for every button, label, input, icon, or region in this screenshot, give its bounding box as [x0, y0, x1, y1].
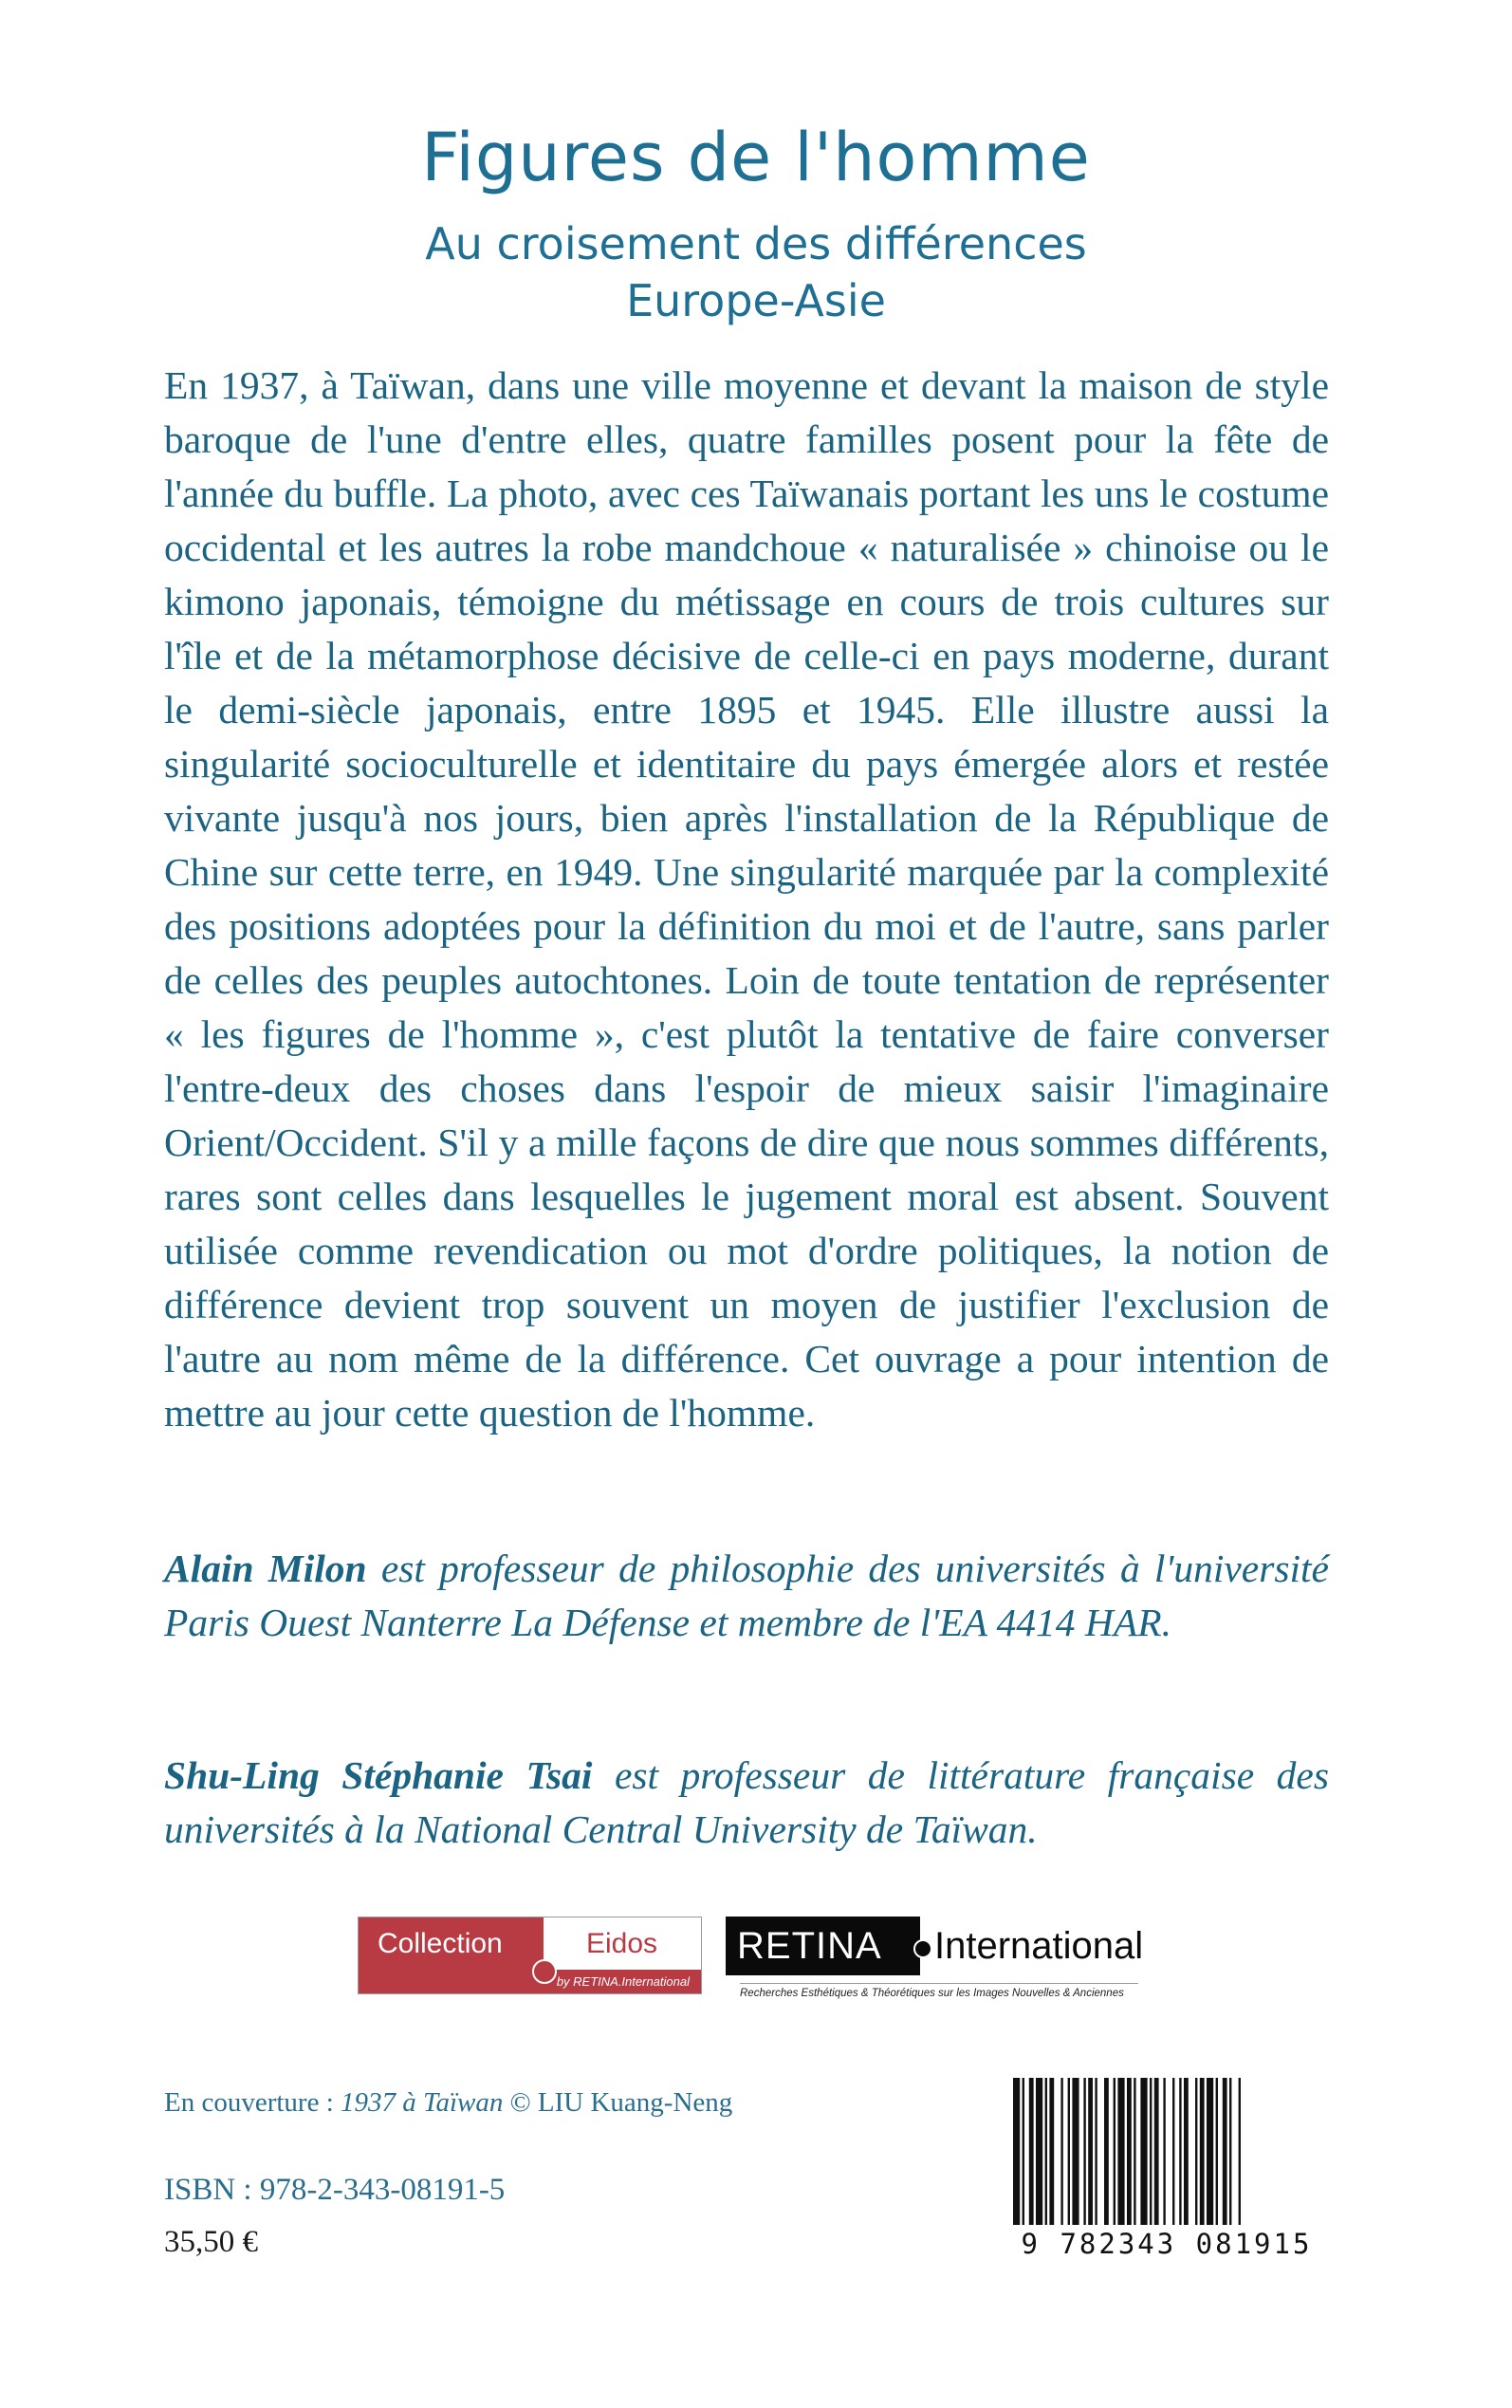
collection-eidos-logo [358, 1917, 702, 1994]
retina-logo-main: RETINA [726, 1917, 920, 1975]
cover-credit-prefix: En couverture : [164, 2087, 341, 2118]
collection-logo-left: Collection [359, 1917, 544, 1971]
cover-credit-title: 1937 à Taïwan [341, 2087, 504, 2118]
retina-logo-dot-icon [913, 1939, 932, 1958]
collection-logo-right: Eidos [544, 1917, 701, 1971]
author-bio-text-2: est professeur de littérature française des universités à la National Central University de Taïwan. [164, 1753, 1329, 1851]
author-bio-text-1: est professeur de philosophie des universités à l'université Paris Ouest Nanterre La Défense et membre de l'EA 4414 HAR. [164, 1547, 1329, 1644]
barcode [1005, 2078, 1328, 2277]
retina-logo-tagline: Recherches Esthétiques & Théorétiques sur les Images Nouvelles & Anciennes [740, 1983, 1138, 1999]
isbn: ISBN : 978-2-343-08191-5 [164, 2173, 506, 2207]
barcode-bars-icon [1005, 2078, 1328, 2225]
retina-international-logo [726, 1917, 1143, 2011]
barcode-digits: 9 782343 081915 [1021, 2228, 1313, 2260]
retina-logo-international: International [934, 1925, 1144, 1967]
back-cover-blurb: En 1937, à Taïwan, dans une ville moyenne et devant la maison de style baroque de l'une d'entre elles, quatre familles posent pour la fête de l'année du buffle. La photo, avec ces Taïwanais portant les uns le costume occidental et les autres la robe mandchoue « naturalisée » chinoise ou le kimono japonais, témoigne du métissage en cours de trois cultures sur l'île et de la métamorphose décisive de celle-ci en pays moderne, durant le demi-siècle japonais, entre 1895 et 1945. Elle illustre aussi la singularité socioculturelle et identitaire du pays émergée alors et restée vivante jusqu'à nos jours, bien après l'installation de la République de Chine sur cette terre, en 1949. Une singularité marquée par la complexité des positions adoptées pour la définition du moi et de l'autre, sans parler de celles des peuples autochtones. Loin de toute tentation de représenter « les figures de l'homme », c'est plutôt la tentative de faire converser l'entre-deux des choses dans l'espoir de mieux saisir l'imaginaire Orient/Occident. S'il y a mille façons de dire que nous sommes différents, rares sont celles dans lesquelles le jugement moral est absent. Souvent utilisée comme revendication ou mot d'ordre politiques, la notion de différence devient trop souvent un moyen de justifier l'exclusion de l'autre au nom même de la différence. Cet ouvrage a pour intention de mettre au jour cette question de l'homme. [164, 363, 1329, 1435]
cover-credit-suffix: © LIU Kuang-Neng [503, 2087, 733, 2118]
author-name-2: Shu-Ling Stéphanie Tsai [164, 1753, 593, 1797]
cover-credit [164, 2087, 732, 2119]
price: 35,50 € [164, 2225, 258, 2259]
author-name-1: Alain Milon [164, 1547, 367, 1590]
author-bio-1 [164, 1542, 1329, 1650]
book-title: Figures de l'homme [421, 119, 1091, 196]
book-subtitle-line1: Au croisement des différences [425, 218, 1087, 269]
book-subtitle-line2: Europe-Asie [626, 275, 886, 326]
author-bio-2 [164, 1749, 1329, 1857]
collection-logo-byline: by RETINA.International [359, 1970, 701, 1993]
collection-logo-dot-icon [532, 1959, 557, 1984]
